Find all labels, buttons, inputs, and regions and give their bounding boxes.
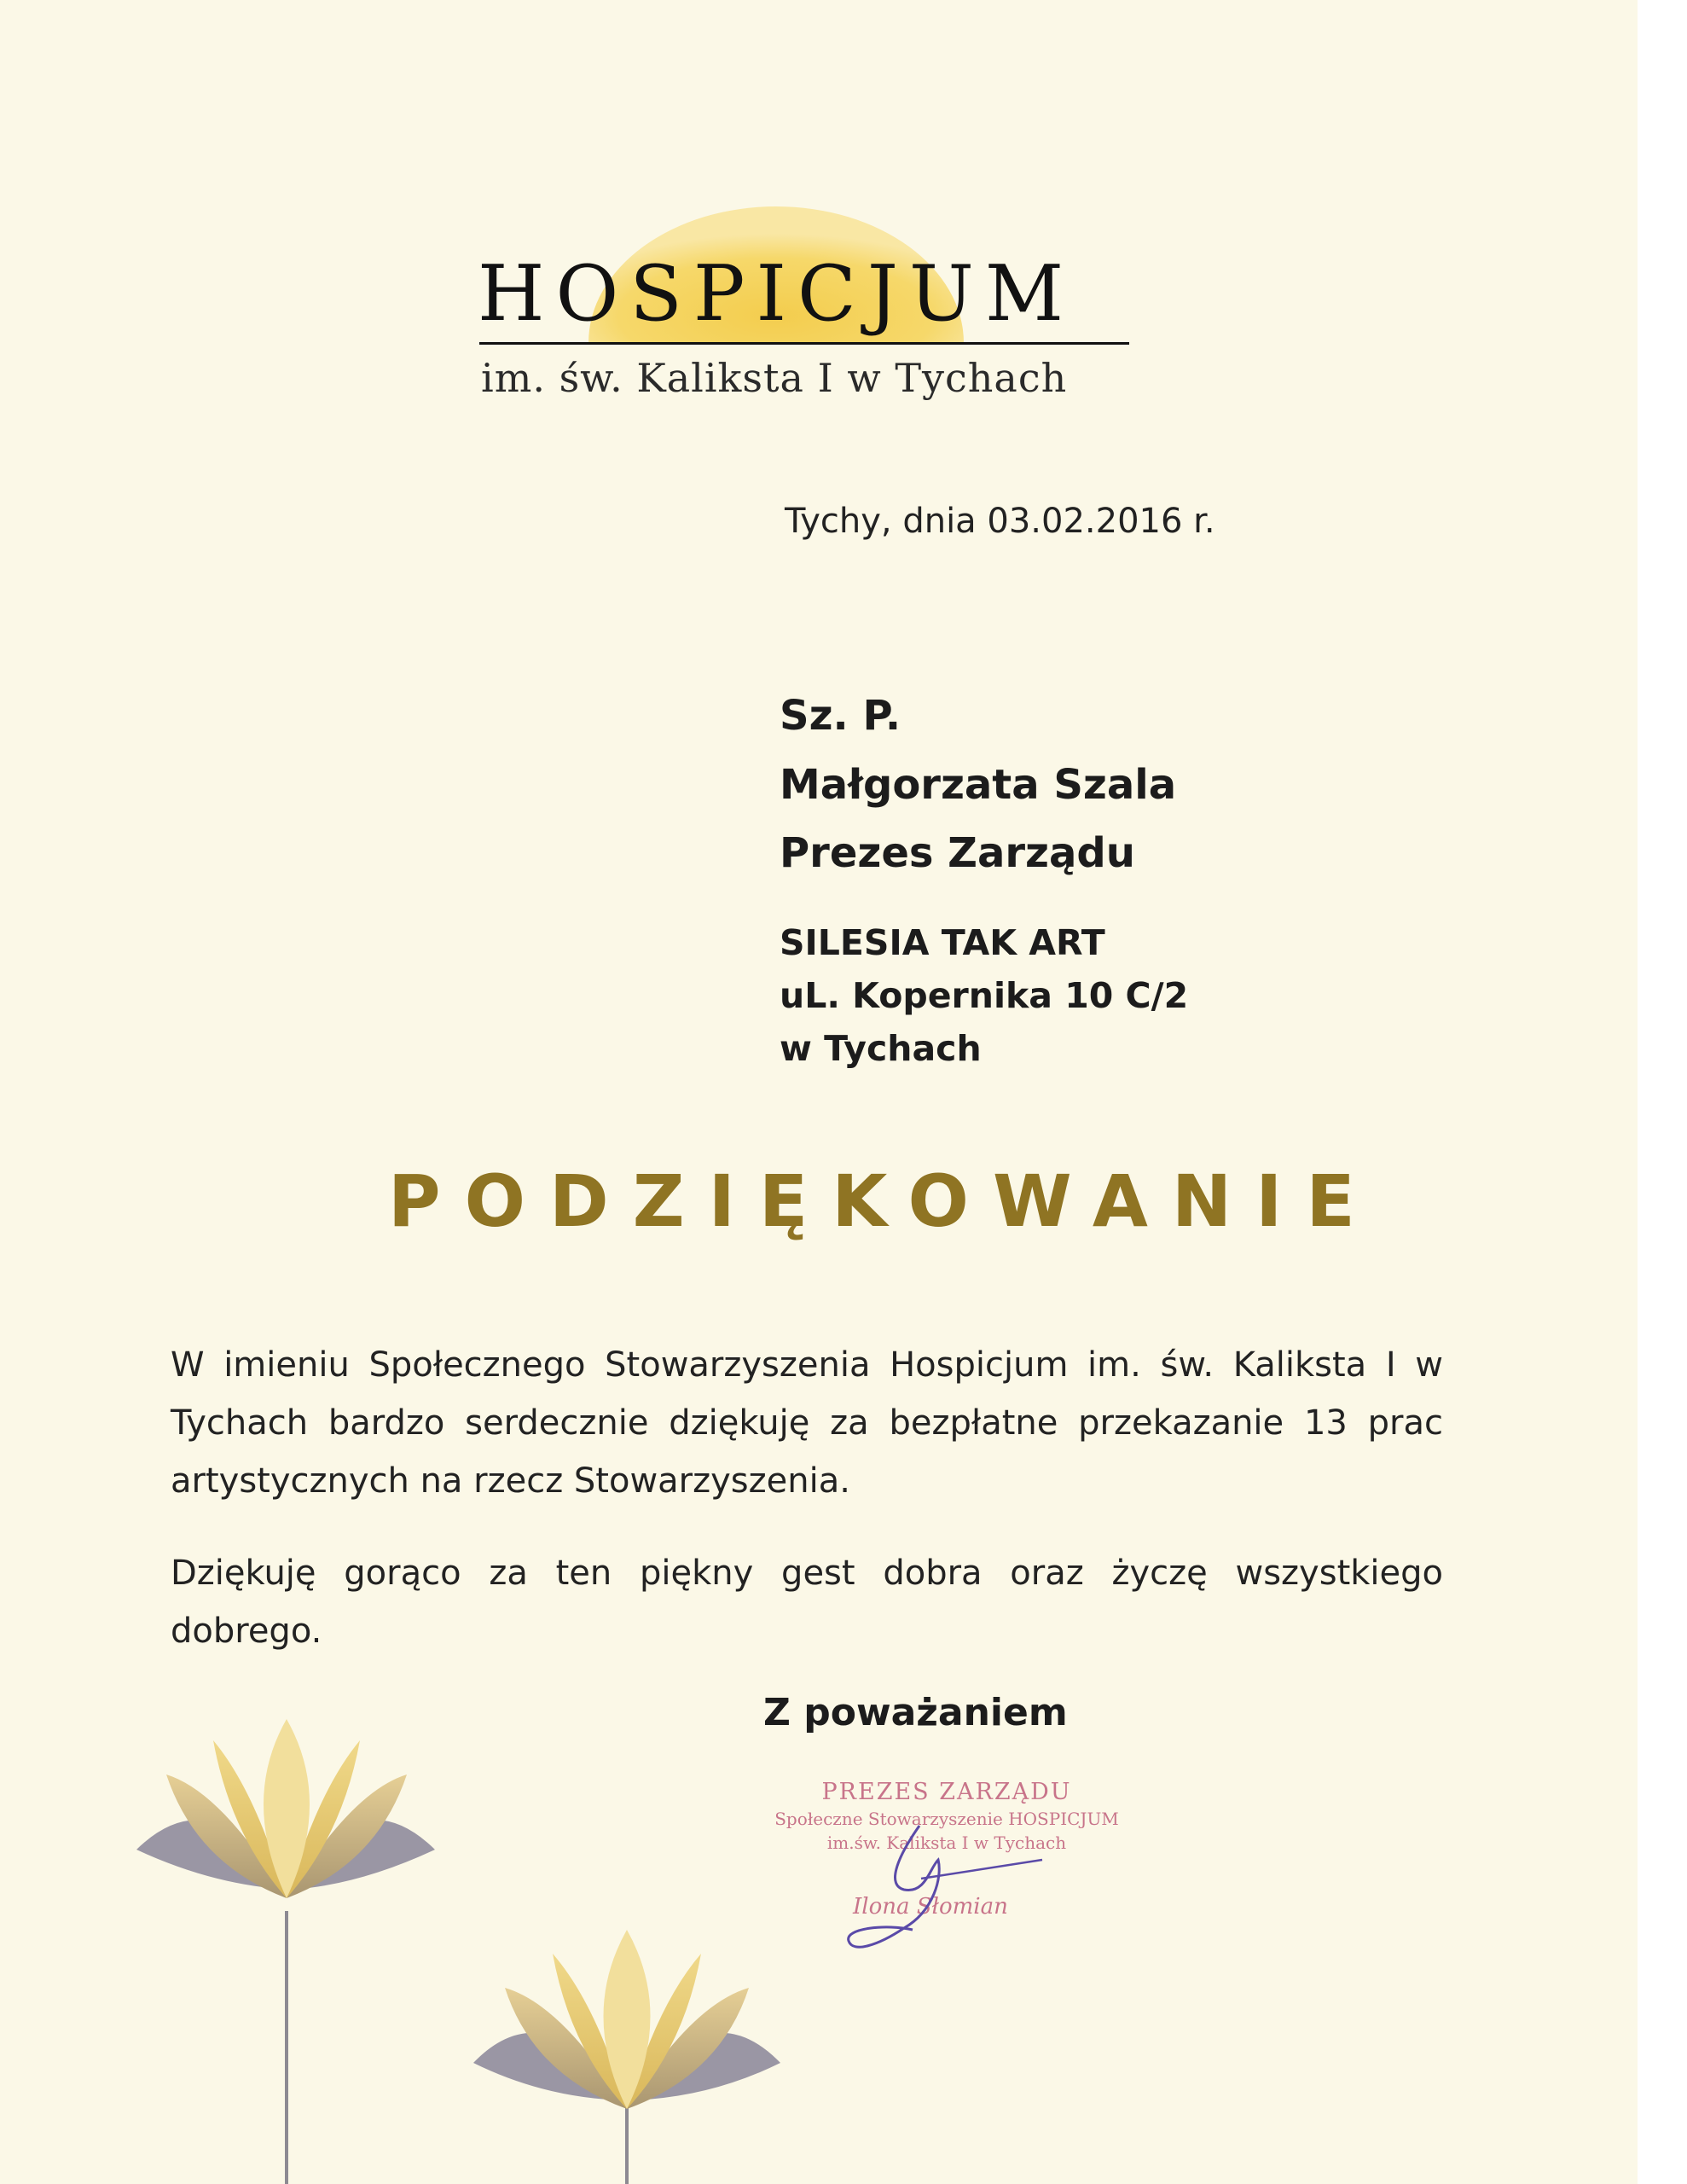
letter-heading: PODZIĘKOWANIE	[388, 1159, 1379, 1243]
recipient-company: SILESIA TAK ART	[780, 922, 1105, 963]
body-paragraph-2: Dziękuję gorąco za ten piękny gest dobra oraz życzę wszystkiego dobrego.	[171, 1554, 1443, 1651]
logo-title: HOSPICJUM	[478, 249, 1075, 339]
closing-phrase: Z poważaniem	[763, 1691, 1068, 1734]
recipient-position: Prezes Zarządu	[780, 829, 1135, 877]
stamp-line-title: PREZES ZARZĄDU	[821, 1779, 1072, 1805]
recipient-city: w Tychach	[780, 1028, 982, 1069]
letter-date: Tychy, dnia 03.02.2016 r.	[785, 502, 1215, 541]
stamp-line-organization: Społeczne Stowarzyszenie HOSPICJUM	[774, 1809, 1119, 1829]
stamp-line-address: im.św. Kaliksta I w Tychach	[826, 1833, 1067, 1853]
body-paragraph-1: W imieniu Społecznego Stowarzyszenia Hospicjum im. św. Kaliksta I w Tychach bardzo serdecznie dziękuję za bezpłatne przekazanie 13 prac artystycznych na rzecz Stowarzyszenia.	[171, 1345, 1443, 1501]
stamp-line-name: Ilona Słomian	[853, 1894, 1008, 1920]
recipient-street: uL. Kopernika 10 C/2	[780, 975, 1189, 1016]
recipient-salutation: Sz. P.	[780, 692, 901, 740]
logo-subtitle: im. św. Kaliksta I w Tychach	[481, 355, 1068, 401]
recipient-name: Małgorzata Szala	[780, 761, 1177, 809]
